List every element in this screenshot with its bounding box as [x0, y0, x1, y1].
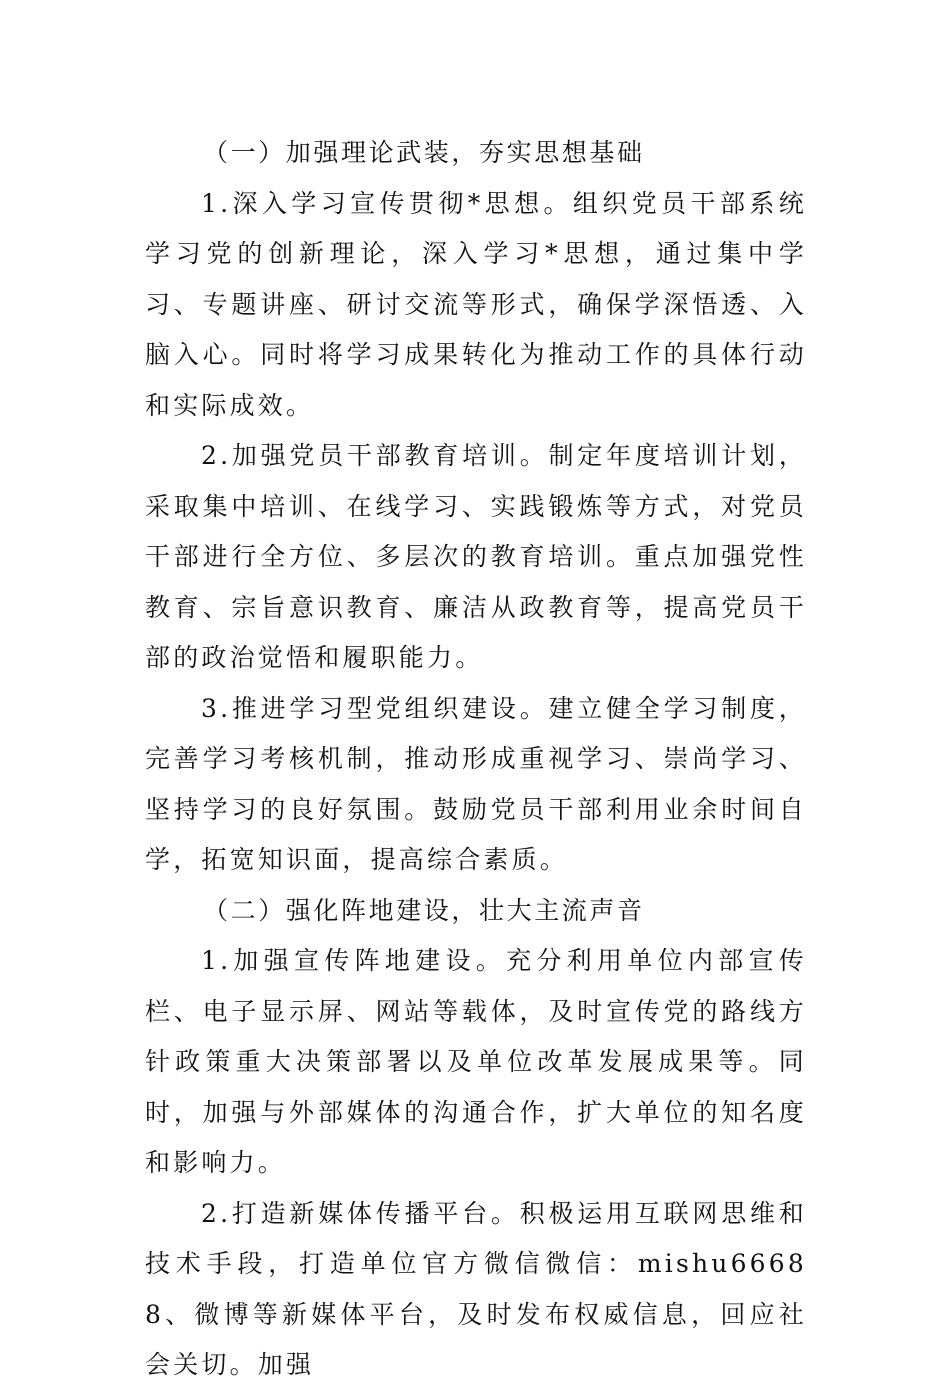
section-2-item-2: 2.打造新媒体传播平台。积极运用互联网思维和技术手段，打造单位官方微信微信：mishu66688、微博等新媒体平台，及时发布权威信息，回应社会关切。加强 — [145, 1198, 807, 1379]
section-2-heading: （二）强化阵地建设，壮大主流声音 — [203, 895, 645, 925]
document-page — [145, 128, 807, 1391]
section-1-item-3: 3.推进学习型党组织建设。建立健全学习制度，完善学习考核机制，推动形成重视学习、崇尚学习、坚持学习的良好氛围。鼓励党员干部利用业余时间自学，拓宽知识面，提高综合素质。 — [145, 693, 807, 874]
section-2-item-1: 1.加强宣传阵地建设。充分利用单位内部宣传栏、电子显示屏、网站等载体，及时宣传党的路线方针政策重大决策部署以及单位改革发展成果等。同时，加强与外部媒体的沟通合作，扩大单位的知名度和影响力。 — [145, 946, 807, 1177]
section-1-item-1: 1.深入学习宣传贯彻*思想。组织党员干部系统学习党的创新理论，深入学习*思想，通过集中学习、专题讲座、研讨交流等形式，确保学深悟透、入脑入心。同时将学习成果转化为推动工作的具体行动和实际成效。 — [145, 188, 807, 420]
section-1-item-2: 2.加强党员干部教育培训。制定年度培训计划，采取集中培训、在线学习、实践锻炼等方式，对党员干部进行全方位、多层次的教育培训。重点加强党性教育、宗旨意识教育、廉洁从政教育等，提高党员干部的政治觉悟和履职能力。 — [145, 441, 807, 672]
section-1-heading: （一）加强理论武装，夯实思想基础 — [203, 138, 645, 167]
